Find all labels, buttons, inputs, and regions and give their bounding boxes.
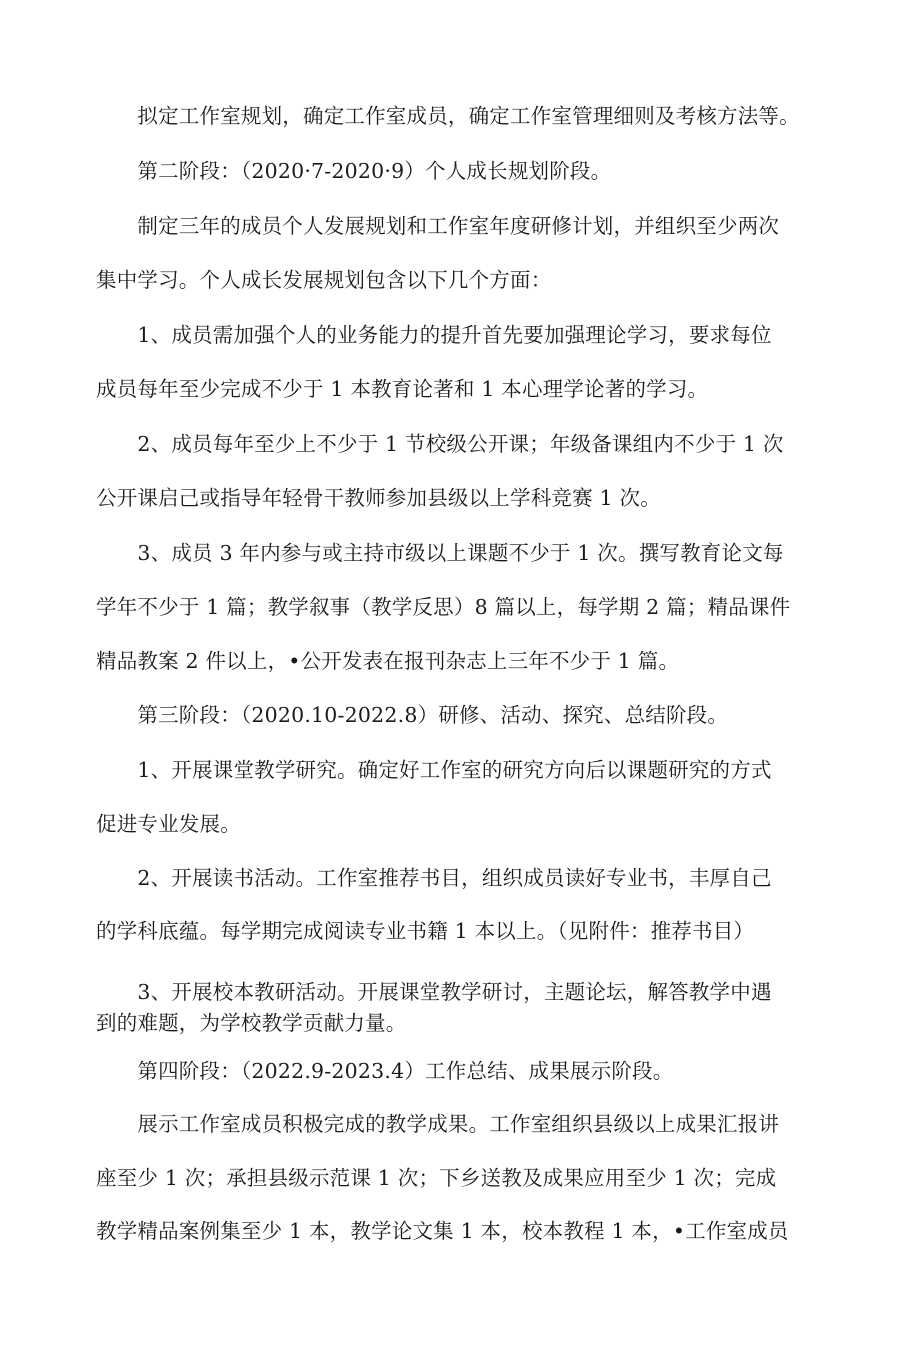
text-line: 2、开展读书活动。工作室推荐书目，组织成员读好专业书，丰厚自己: [96, 866, 772, 890]
text-line: 精品教案 2 件以上，•公开发表在报刊杂志上三年不少于 1 篇。: [96, 649, 680, 673]
text-line: 3、开展校本教研活动。开展课堂教学研讨，主题论坛，解答教学中遇: [96, 980, 772, 1004]
text-line: 第三阶段：（2020.10-2022.8）研修、活动、探究、总结阶段。: [96, 703, 729, 727]
text-line: 3、成员 3 年内参与或主持市级以上课题不少于 1 次。撰写教育论文每: [96, 541, 784, 565]
text-line: 促进专业发展。: [96, 812, 241, 836]
text-line: 集中学习。个人成长发展规划包含以下几个方面：: [96, 268, 552, 292]
text-line: 第二阶段：（2020·7-2020·9）个人成长规划阶段。: [96, 159, 612, 183]
text-line: 的学科底蕴。每学期完成阅读专业书籍 1 本以上。（见附件：推荐书目）: [96, 919, 755, 943]
text-line: 学年不少于 1 篇；教学叙事（教学反思）8 篇以上，每学期 2 篇；精品课件: [96, 595, 791, 619]
text-line: 2、成员每年至少上不少于 1 节校级公开课；年级备课组内不少于 1 次: [96, 432, 784, 456]
text-line: 1、开展课堂教学研究。确定好工作室的研究方向后以课题研究的方式: [96, 758, 772, 782]
text-line: 制定三年的成员个人发展规划和工作室年度研修计划，并组织至少两次: [96, 214, 780, 238]
text-line: 第四阶段：（2022.9-2023.4）工作总结、成果展示阶段。: [96, 1059, 674, 1083]
text-line: 到的难题，为学校教学贡献力量。: [96, 1011, 407, 1035]
text-line: 展示工作室成员积极完成的教学成果。工作室组织县级以上成果汇报讲: [96, 1112, 780, 1136]
text-line: 座至少 1 次；承担县级示范课 1 次；下乡送教及成果应用至少 1 次；完成: [96, 1166, 777, 1190]
text-line: 拟定工作室规划，确定工作室成员，确定工作室管理细则及考核方法等。: [96, 104, 800, 128]
text-line: 教学精品案例集至少 1 本，教学论文集 1 本，校本教程 1 本，•工作室成员: [96, 1219, 789, 1243]
text-line: 成员每年至少完成不少于 1 本教育论著和 1 本心理学论著的学习。: [96, 377, 709, 401]
text-line: 1、成员需加强个人的业务能力的提升首先要加强理论学习，要求每位: [96, 323, 772, 347]
text-line: 公开课启己或指导年轻骨干教师参加县级以上学科竞赛 1 次。: [96, 486, 661, 510]
